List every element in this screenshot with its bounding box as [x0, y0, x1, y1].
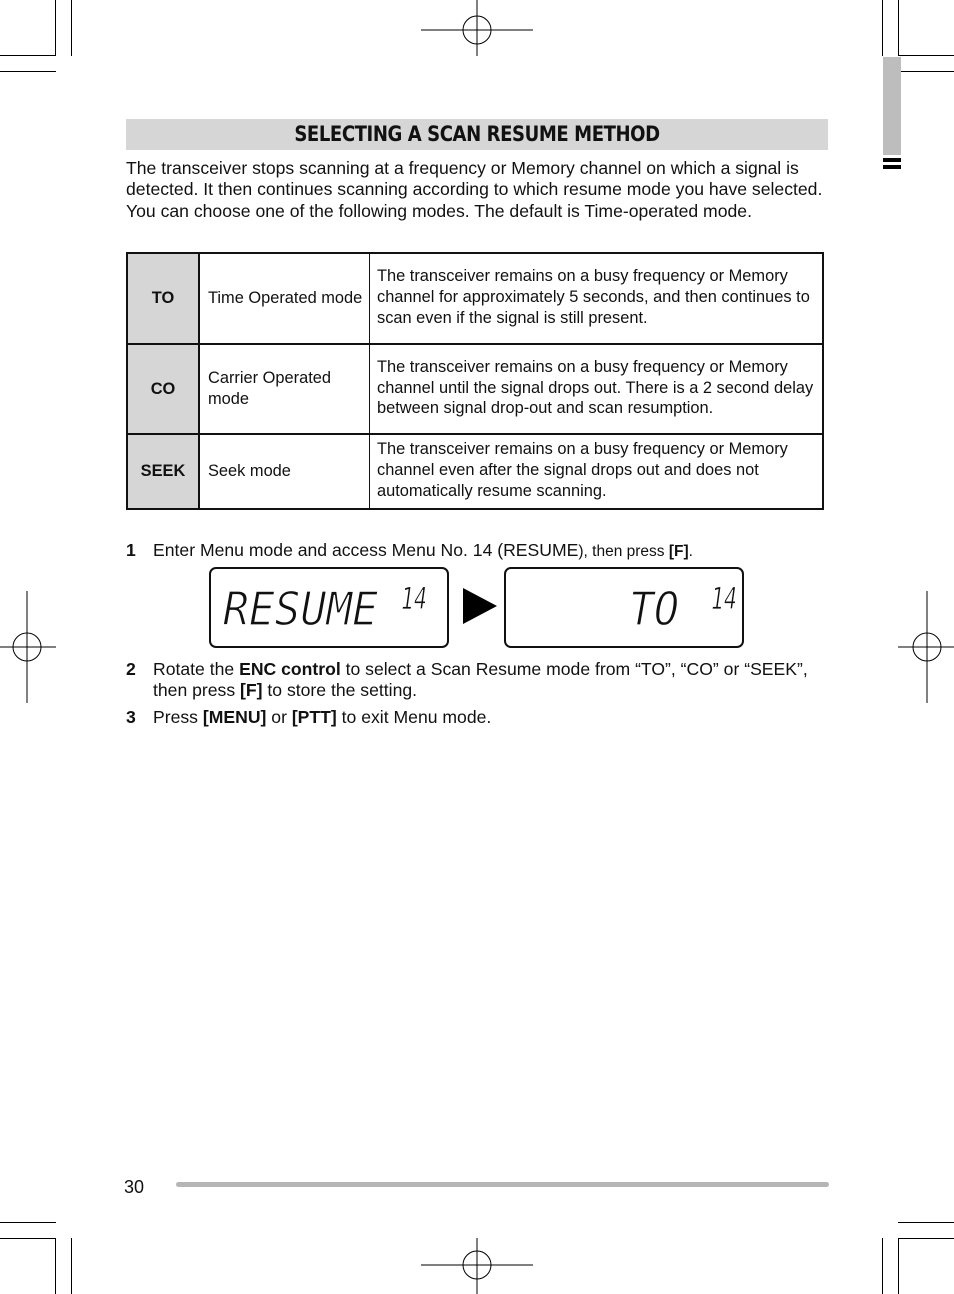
crop-mark-tr-h2 [898, 55, 954, 56]
lcd-display-before [209, 567, 449, 648]
lcd-segment-text-to [506, 569, 742, 646]
section-thumb-tab [883, 57, 901, 155]
registration-mark-right [898, 591, 954, 703]
step-text [153, 659, 825, 702]
mode-code: TO [127, 253, 199, 344]
section-heading-bar [126, 119, 828, 150]
play-arrow-icon [463, 588, 497, 624]
scan-resume-modes-table [126, 252, 824, 510]
registration-mark-top [421, 0, 533, 56]
thumb-tab-mark-2 [883, 165, 901, 169]
step-text-part: to exit Menu mode. [336, 707, 492, 727]
mode-code: CO [127, 344, 199, 434]
enc-control-label: ENC control [239, 659, 341, 679]
crop-mark-bl-h2 [0, 1238, 56, 1239]
mode-name: Seek mode [199, 434, 370, 509]
registration-mark-bottom [421, 1238, 533, 1294]
step-text-part: . [688, 543, 693, 560]
step-number: 3 [126, 707, 136, 727]
table-row [127, 344, 823, 434]
crop-mark-tl-h2 [0, 55, 56, 56]
crop-mark-bl-h [0, 1222, 56, 1223]
mode-description: The transceiver remains on a busy frequency or Memory channel for approximately 5 seconds, and then continues to scan even if the signal is still present. [370, 253, 824, 344]
lcd-display-after [504, 567, 744, 648]
registration-mark-left [0, 591, 56, 703]
crop-mark-tl-h [0, 71, 56, 72]
mode-name: Time Operated mode [199, 253, 370, 344]
step-text-part: Rotate the [153, 659, 240, 679]
step-text-part: to select a Scan Resume mode from “TO”, “CO” or “SEEK”, then press [153, 659, 808, 701]
crop-mark-tr-v [882, 0, 883, 56]
step-text-part: Enter Menu mode and access Menu No. 14 (RESUME [153, 540, 579, 560]
thumb-tab-mark-1 [883, 158, 901, 162]
mode-description: The transceiver remains on a busy frequency or Memory channel even after the signal drops out and does not automatically resume scanning. [370, 434, 824, 509]
footer-rule [176, 1182, 829, 1187]
table-row [127, 434, 823, 509]
step-text [153, 540, 825, 562]
svg-text:TO: TO [629, 582, 679, 636]
crop-mark-br-v [882, 1238, 883, 1294]
mode-name: Carrier Operated mode [199, 344, 370, 434]
crop-mark-tr-h [898, 71, 954, 72]
mode-description: The transceiver remains on a busy frequency or Memory channel until the signal drops out. There is a 2 second delay between signal drop-out and scan resumption. [370, 344, 824, 434]
key-f-label: [F] [668, 543, 689, 560]
svg-text:14: 14 [711, 582, 737, 617]
step-text-part: ), then press [578, 543, 669, 560]
mode-code: SEEK [127, 434, 199, 509]
crop-mark-bl-v [71, 1238, 72, 1294]
crop-mark-br-h2 [898, 1238, 954, 1239]
step-number: 1 [126, 540, 136, 560]
key-f-label: [F] [240, 680, 263, 701]
step-text [153, 707, 825, 728]
table-row [127, 253, 823, 344]
crop-mark-bl-v2 [55, 1238, 56, 1294]
intro-paragraph: The transceiver stops scanning at a frequency or Memory channel on which a signal is detected. It then continues scanning according to which resume mode you have selected. You can choose one of the following modes. The default is Time-operated mode. [126, 158, 823, 221]
crop-mark-tl-v2 [55, 0, 56, 56]
step-text-part: Press [153, 707, 203, 727]
step-number: 2 [126, 659, 136, 679]
key-ptt-label: [PTT] [291, 707, 337, 727]
crop-mark-tl-v [71, 0, 72, 56]
crop-mark-tr-v2 [898, 0, 899, 56]
crop-mark-br-v2 [898, 1238, 899, 1294]
svg-text:RESUME: RESUME [223, 582, 379, 636]
section-heading: SELECTING A SCAN RESUME METHOD [294, 122, 660, 146]
svg-text:14: 14 [401, 582, 427, 617]
page-number: 30 [124, 1177, 145, 1197]
lcd-segment-text-resume [211, 569, 447, 646]
step-text-part: or [266, 707, 292, 727]
key-menu-label: [MENU] [202, 707, 267, 727]
crop-mark-br-h [898, 1222, 954, 1223]
step-text-part: to store the setting. [262, 680, 418, 701]
